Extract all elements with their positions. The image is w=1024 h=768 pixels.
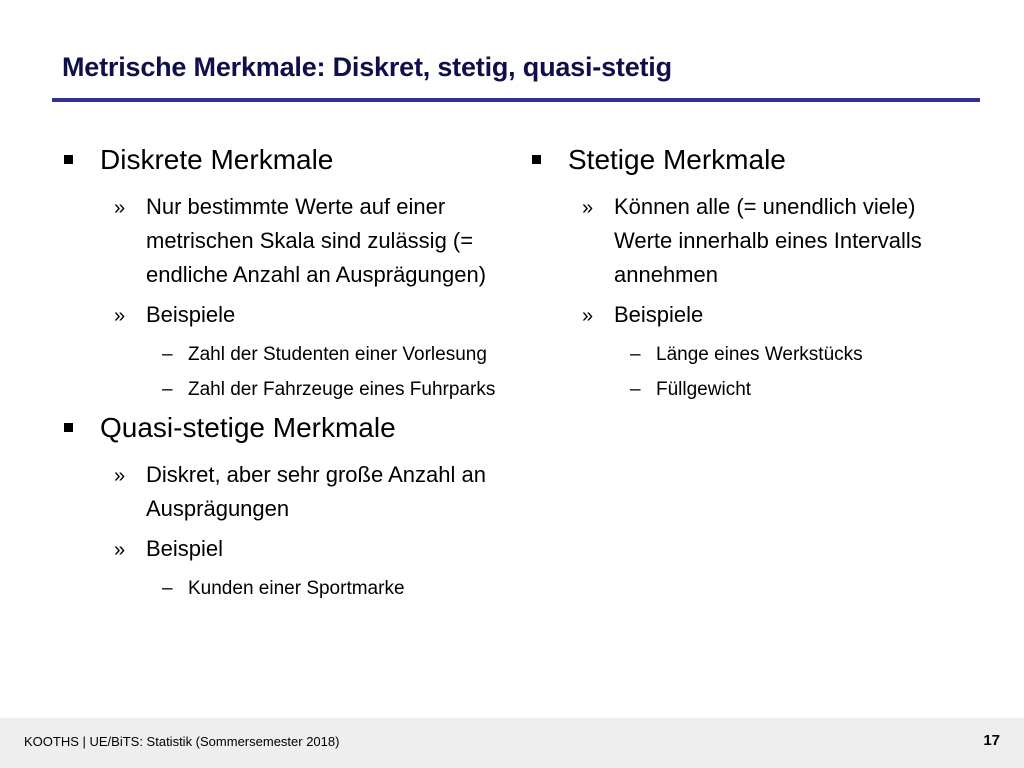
section-heading: Diskrete Merkmale [100, 144, 334, 175]
dash-icon: – [162, 379, 173, 400]
bullet-level2 [114, 458, 514, 526]
double-chevron-icon: » [582, 305, 594, 327]
double-chevron-icon: » [114, 465, 126, 487]
bullet-text: Diskret, aber sehr große Anzahl an Ausprägungen [146, 462, 486, 521]
bullet-level2 [114, 532, 514, 567]
bullet-level2 [114, 298, 514, 333]
bullet-text: Können alle (= unendlich viele) Werte innerhalb eines Intervalls annehmen [614, 194, 922, 287]
section-heading: Quasi-stetige Merkmale [100, 412, 396, 443]
example-text: Kunden einer Sportmarke [188, 578, 405, 599]
bullet-level3 [162, 374, 514, 405]
bullet-text: Nur bestimmte Werte auf einer metrischen Skala sind zulässig (= endliche Anzahl an Ausprägungen) [146, 194, 487, 287]
double-chevron-icon: » [582, 197, 594, 219]
dash-icon: – [630, 379, 641, 400]
double-chevron-icon: » [114, 539, 126, 561]
bullet-text: Beispiele [146, 302, 236, 327]
page-number: 17 [983, 732, 1000, 749]
title-underline [52, 98, 980, 102]
bullet-text: Beispiele [614, 302, 704, 327]
bullet-level3 [162, 339, 514, 370]
bullet-level1 [64, 411, 514, 449]
bullet-level2 [114, 190, 514, 292]
footer-text: KOOTHS | UE/BiTS: Statistik (Sommersemester 2018) [24, 734, 340, 749]
bullet-level3 [630, 339, 972, 370]
footer-bar [0, 718, 1024, 768]
bullet-level1 [64, 143, 514, 181]
bullet-level1 [532, 143, 972, 181]
dash-icon: – [630, 344, 641, 365]
bullet-level2 [582, 190, 972, 292]
dash-icon: – [162, 578, 173, 599]
square-bullet-icon [532, 142, 544, 176]
square-bullet-icon [64, 410, 76, 444]
bullet-level3 [162, 573, 514, 604]
bullet-level3 [630, 374, 972, 405]
slide-title: Metrische Merkmale: Diskret, stetig, quasi-stetig [62, 52, 672, 82]
example-text: Zahl der Fahrzeuge eines Fuhrparks [188, 379, 496, 400]
double-chevron-icon: » [114, 197, 126, 219]
section-heading: Stetige Merkmale [568, 144, 786, 175]
example-text: Zahl der Studenten einer Vorlesung [188, 344, 487, 365]
bullet-text: Beispiel [146, 536, 224, 561]
example-text: Länge eines Werkstücks [656, 344, 863, 365]
right-column [532, 143, 972, 409]
square-bullet-icon [64, 142, 76, 176]
example-text: Füllgewicht [656, 379, 752, 400]
dash-icon: – [162, 344, 173, 365]
left-column [64, 143, 514, 608]
bullet-level2 [582, 298, 972, 333]
double-chevron-icon: » [114, 305, 126, 327]
